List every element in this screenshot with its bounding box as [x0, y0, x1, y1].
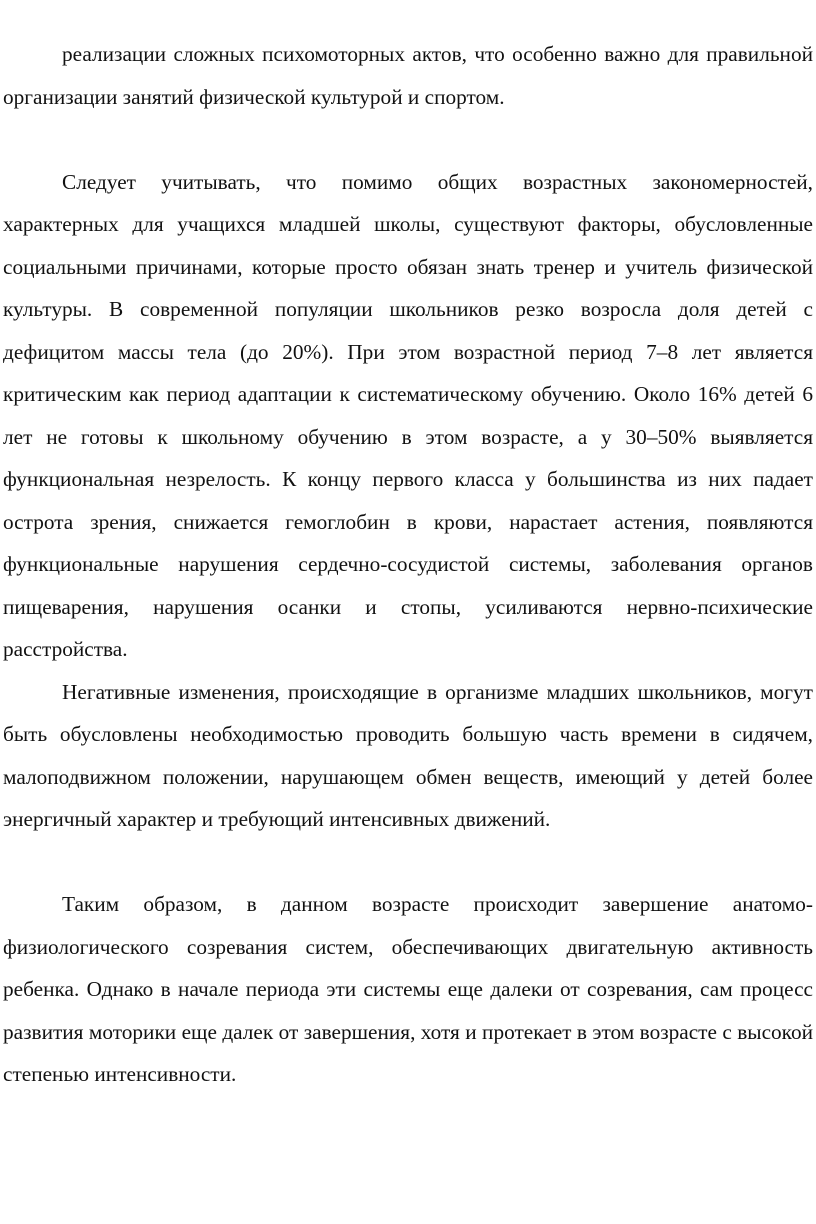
paragraph-continuation: реализации сложных психомоторных актов, что особенно важно для правильной организации занятий физической культурой и спортом. — [3, 42, 813, 109]
paragraph-negative-changes: Негативные изменения, происходящие в организме младших школьников, могут быть обусловлены необходимостью проводить большую часть времени в сидячем, малоподвижном положении, нарушающем обмен веществ, имеющий у детей более энергичный характер и требующий интенсивных движений. — [3, 679, 813, 831]
paragraph-spacer — [0, 841, 816, 884]
paragraph-conclusion: Таким образом, в данном возрасте происходит завершение анатомо-физиологического созревания систем, обеспечивающих двигательную активность ребенка. Однако в начале периода эти системы еще далеки от созревания, сам процесс развития моторики еще далек от завершения, хотя и протекает в этом возрасте с высокой степенью интенсивности. — [3, 892, 813, 1086]
paragraph-spacer — [0, 118, 816, 161]
paragraph-social-factors: Следует учитывать, что помимо общих возрастных закономерностей, характерных для учащихся младшей школы, существуют факторы, обусловленные социальными причинами, которые просто обязан знать тренер и учитель физической культуры. В современной популяции школьников резко возросла доля детей с дефицитом массы тела (до 20%). При этом возрастной период 7–8 лет является критическим как период адаптации к систематическому обучению. Около 16% детей 6 лет не готовы к школьному обучению в этом возрасте, а у 30–50% выявляется функциональная незрелость. К концу первого класса у большинства из них падает острота зрения, снижается гемоглобин в крови, нарастает астения, появляются функциональные нарушения сердечно-сосудистой системы, заболевания органов пищеварения, нарушения осанки и стопы, усиливаются нервно-психические расстройства. — [3, 169, 813, 661]
